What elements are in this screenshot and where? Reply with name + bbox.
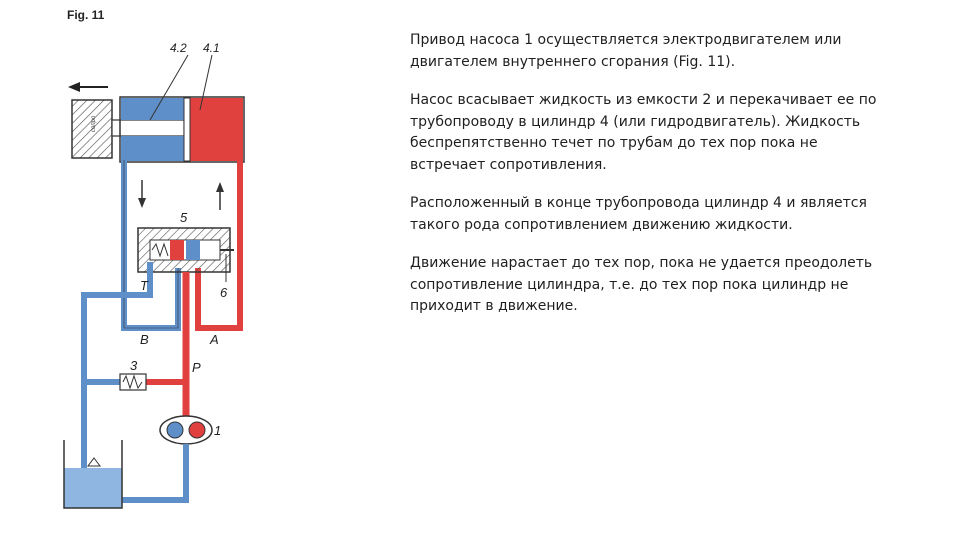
description-text — [410, 30, 890, 335]
label-1: 1 — [214, 423, 222, 438]
flow-arrow-up — [216, 182, 224, 210]
label-b: B — [140, 332, 149, 347]
paragraph-cylinder-resistance: Расположенный в конце трубопровода цилиндр 4 и является такого рода сопротивлением движению жидкости. — [410, 195, 867, 233]
flow-arrow-down — [138, 180, 146, 208]
label-4-1: 4.1 — [203, 41, 220, 55]
paragraph-pressure-rise: Движение нарастает до тех пор, пока не удается преодолеть сопротивление цилиндра, т.е. до тех пор пока цилиндр не приходит в движение. — [410, 255, 873, 314]
load-arrow — [68, 82, 108, 92]
label-5: 5 — [180, 210, 188, 225]
label-a: A — [210, 332, 219, 347]
figure-label: Fig. 11 — [67, 8, 105, 22]
label-p: P — [192, 360, 201, 375]
label-6: 6 — [220, 285, 228, 300]
tank-return-line — [84, 262, 150, 475]
suction-line — [112, 444, 186, 500]
paragraph-pump-suction: Насос всасывает жидкость из емкости 2 и перекачивает ее по трубопроводу в цилиндр 4 (или гидродвигатель). Жидкость беспрепятственно течет по трубам до тех пор пока не встречает сопротивления. — [410, 92, 877, 173]
tank — [64, 440, 122, 508]
label-3: 3 — [130, 358, 138, 373]
label-t: T — [140, 278, 148, 293]
piston-rod — [112, 120, 184, 136]
pump — [160, 416, 212, 444]
label-4-2: 4.2 — [170, 41, 187, 55]
piston — [184, 98, 190, 161]
paragraph-pump-drive: Привод насоса 1 осуществляется электродвигателем или двигателем внутреннего сгорания (Fig. 11). — [410, 32, 842, 70]
load-label: сопро — [91, 115, 97, 132]
relief-valve — [120, 374, 146, 390]
